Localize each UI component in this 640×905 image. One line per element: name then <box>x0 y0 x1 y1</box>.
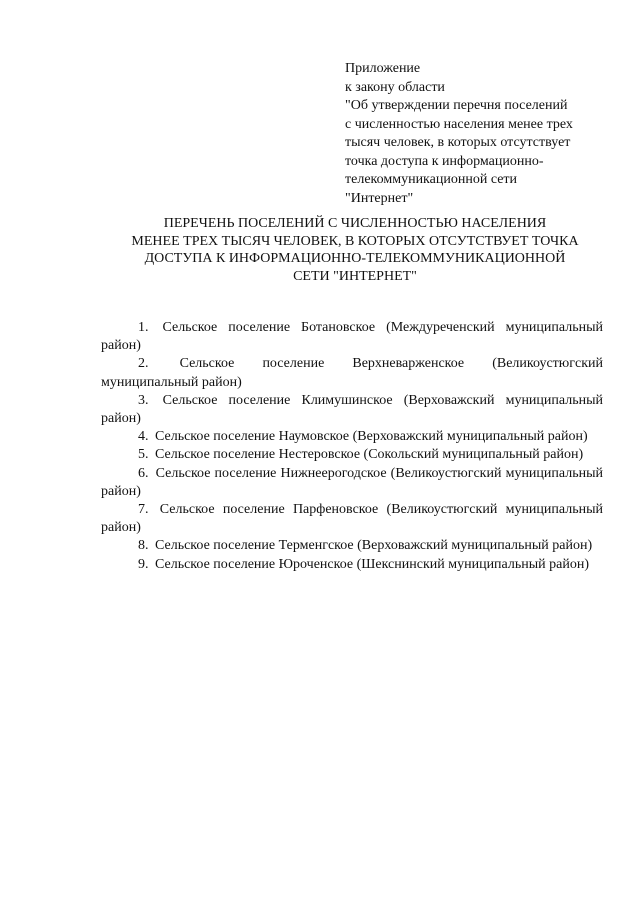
annex-line: точка доступа к информационно- <box>345 153 544 169</box>
item-number: 6. <box>138 465 149 481</box>
item-text: Сельское поселение Климушинское (Верховажский муниципальный район) <box>101 392 603 427</box>
item-text: Сельское поселение Нижнеерогодское (Великоустюгский муниципальный район) <box>101 465 603 499</box>
list-item <box>101 319 603 355</box>
item-text: Сельское поселение Юроченское (Шекснинский муниципальный район) <box>155 556 590 572</box>
item-text: Сельское поселение Нестеровское (Сокольский муниципальный район) <box>155 447 584 463</box>
item-number: 9. <box>138 556 149 572</box>
item-number: 3. <box>138 392 149 408</box>
list-item <box>101 501 603 537</box>
list-item <box>101 556 603 574</box>
item-number: 7. <box>138 502 149 518</box>
list-item <box>101 446 603 464</box>
item-text: Сельское поселение Ботановское (Междуреченский муниципальный район) <box>101 320 603 354</box>
list-item <box>101 428 603 446</box>
item-text: Сельское поселение Верхневарженское (Великоустюгский муниципальный район) <box>101 356 603 390</box>
list-item <box>101 537 603 555</box>
list-item <box>101 465 603 501</box>
annex-header <box>345 60 615 208</box>
item-number: 1. <box>138 320 149 335</box>
title-line: МЕНЕЕ ТРЕХ ТЫСЯЧ ЧЕЛОВЕК, В КОТОРЫХ ОТСУТСТВУЕТ ТОЧКА <box>131 233 579 249</box>
annex-line: к закону области <box>345 79 445 95</box>
title-line: СЕТИ "ИНТЕРНЕТ" <box>293 268 417 284</box>
annex-line: тысяч человек, в которых отсутствует <box>345 135 571 150</box>
item-number: 2. <box>138 356 149 372</box>
title-line: ДОСТУПА К ИНФОРМАЦИОННО-ТЕЛЕКОММУНИКАЦИОННОЙ <box>144 251 566 266</box>
settlement-list <box>101 319 603 574</box>
annex-line: телекоммуникационной сети <box>345 172 518 187</box>
item-text: Сельское поселение Наумовское (Верховажский муниципальный район) <box>155 429 588 445</box>
item-number: 8. <box>138 538 149 554</box>
title-line: ПЕРЕЧЕНЬ ПОСЕЛЕНИЙ С ЧИСЛЕННОСТЬЮ НАСЕЛЕНИЯ <box>163 216 547 231</box>
document-title <box>90 215 620 285</box>
item-text: Сельское поселение Парфеновское (Великоустюгский муниципальный район) <box>101 502 603 536</box>
annex-line: с численностью населения менее трех <box>345 116 573 132</box>
annex-line: Приложение <box>345 61 421 76</box>
item-number: 4. <box>138 429 149 445</box>
item-text: Сельское поселение Терменгское (Верховажский муниципальный район) <box>155 538 593 554</box>
list-item <box>101 392 603 428</box>
annex-line: "Об утверждении перечня поселений <box>345 98 568 113</box>
list-item <box>101 355 603 391</box>
item-number: 5. <box>138 447 149 463</box>
annex-line: "Интернет" <box>345 190 414 206</box>
